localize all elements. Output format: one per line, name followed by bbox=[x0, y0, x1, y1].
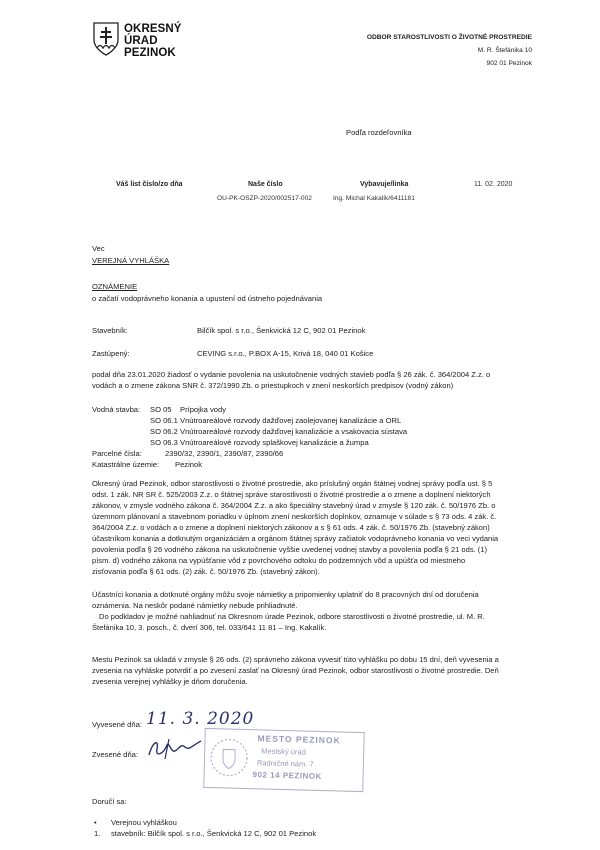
handled-by-label: Vybavuje/linka bbox=[360, 181, 409, 188]
cadastre-value: Pezinok bbox=[175, 460, 203, 469]
city-stamp bbox=[203, 728, 365, 792]
text-line: Účastníci konania a dotknuté orgány môžu svoje námietky a pripomienky uplatniť do 8 pracovných dní od doručenia bbox=[92, 590, 479, 599]
construction-item-name: Vnútroareálové rozvody dažďovej kanalizácie a vsakovacia sústava bbox=[180, 427, 408, 436]
text-line: Mestu Pezinok sa ukladá v zmysle § 26 ods. (2) správneho zákona vyvesiť túto vyhlášku po dobu 15 dní, deň vyvesenia a bbox=[92, 655, 499, 664]
subject-label: Vec bbox=[92, 244, 105, 253]
our-number-label: Naše číslo bbox=[248, 181, 283, 188]
your-letter-label: Váš list číslo/zo dňa bbox=[116, 181, 183, 188]
stamp-emblem-icon bbox=[208, 735, 249, 780]
delivery-item: stavebník: Bilčík spol. s r.o., Šenkvická 12 C, 902 01 Pezinok bbox=[111, 829, 317, 838]
text-line: Štefánika 10, 3. posch., č. dverí 306, tel. 033/641 11 81 – Ing. Kakalík. bbox=[92, 623, 327, 632]
letter-date: 11. 02. 2020 bbox=[474, 181, 513, 188]
construction-item-name: Vnútroareálové rozvody dažďovej zaolejovanej kanalizácie a ORL bbox=[180, 416, 402, 425]
stamp-line: MESTO PEZINOK bbox=[257, 733, 341, 746]
text-line: odst. 1 zák. NR SR č. 525/2003 Z.z. o štátnej správe starostlivosti o životné prostredie a o zmene a doplnení niektorých bbox=[92, 490, 491, 499]
department-name: ODBOR STAROSTLIVOSTI O ŽIVOTNÉ PROSTREDIE bbox=[366, 34, 532, 41]
text-line: účastníkom konania a dotknutým organizáciám a orgánom štátnej správy začiatok vodoprávneho konania vo veci vydania bbox=[92, 534, 499, 543]
text-line: podal dňa 23.01.2020 žiadosť o vydanie povolenia na uskutočnenie vodných stavieb podľa § 26 zák. č. 364/2004 Z.z. o bbox=[92, 370, 491, 379]
main-paragraph bbox=[92, 478, 542, 577]
text-line: vodách a o zmene zákona SNR č. 372/1990 Zb. o priestupkoch v znení neskorších predpisov (vodný zákon) bbox=[92, 381, 454, 390]
stamp-line: Radničné nám. 7 bbox=[256, 758, 314, 769]
cadastre-label: Katastrálne územie: bbox=[92, 460, 160, 469]
office-name-line1: OKRESNÝ bbox=[124, 23, 182, 35]
construction-item-code: SO 05 bbox=[150, 405, 172, 414]
address-street: M. R. Štefánika 10 bbox=[477, 47, 532, 54]
text-line: zákonov, v zmysle vodného zákona č. 364/2004 Z.z. a ako špeciálny stavebný úrad v zmysle § 120 zák. č. 50/1976 Zb. o bbox=[92, 501, 496, 510]
construction-item-code: SO 06.3 bbox=[150, 438, 178, 447]
stamp-line: Mestský úrad bbox=[261, 746, 306, 757]
builder-value: Bilčík spol. s r.o., Šenkvická 12 C, 902 01 Pezinok bbox=[197, 326, 366, 335]
representative-label: Zastúpený: bbox=[92, 349, 130, 358]
office-name-line3: PEZINOK bbox=[124, 47, 176, 59]
parcel-label: Parcelné čísla: bbox=[92, 449, 142, 458]
stamp-line: 902 14 PEZINOK bbox=[252, 770, 322, 781]
construction-item-name: Vnútroareálové rozvody splaškovej kanalizácie a žumpa bbox=[180, 438, 369, 447]
delivery-item: Verejnou vyhláškou bbox=[111, 818, 177, 827]
representative-value: CEVING s.r.o., P.BOX A-15, Krivá 18, 040 01 Košice bbox=[197, 349, 374, 358]
our-number-value: OU-PK-OSZP-2020/002517-002 bbox=[217, 195, 312, 202]
construction-item-code: SO 06.2 bbox=[150, 427, 178, 436]
address-city: 902 01 Pezinok bbox=[486, 60, 532, 67]
text-line: oznámenia. Na neskôr podané námietky nebude prihliadnuté. bbox=[92, 601, 298, 610]
removed-label: Zvesené dňa: bbox=[92, 750, 139, 759]
text-line: územnom plánovaní a stavebnom poriadku v úplnom znení neskorších doplnkov, oznamuje v súlade s § 73 ods. 4 zák. č. bbox=[92, 512, 497, 521]
text-line: 364/2004 Z.z. o vodách a o zmene a doplnení niektorých zákonov a s § 61 ods. 4 zák. č. 50/1976 Zb. (stavebný zákon) bbox=[92, 523, 490, 532]
office-logo bbox=[93, 22, 182, 72]
construction-item-name: Prípojka vody bbox=[180, 405, 227, 414]
construction-label: Vodná stavba: bbox=[92, 405, 141, 414]
office-name-line2: ÚRAD bbox=[124, 35, 158, 47]
objection-paragraph bbox=[92, 589, 542, 633]
parcel-value: 2390/32, 2390/1, 2390/87, 2390/66 bbox=[165, 449, 284, 458]
coat-of-arms-icon bbox=[93, 22, 119, 56]
delivery-marker: 1. bbox=[94, 829, 101, 838]
handled-by-value: Ing. Michal Kakalík/6411181 bbox=[333, 195, 415, 202]
signature-icon bbox=[145, 735, 205, 763]
text-line: Do podkladov je možné nahliadnuť na Okresnom úrade Pezinok, odbore starostlivosti o životné prostredie, ul. M. R. bbox=[99, 612, 485, 621]
text-line: zvesenia verejnej vyhlášky je dňom doručenia. bbox=[92, 677, 248, 686]
text-line: Okresný úrad Pezinok, odbor starostlivosti o životné prostredie, ako príslušný orgán štátnej vodnej správy podľa ust. § 5 bbox=[92, 479, 493, 488]
intro-paragraph bbox=[92, 369, 532, 391]
builder-label: Stavebník: bbox=[92, 326, 128, 335]
text-line: písm. d) vodného zákona na vypúšťanie vôd z povrchového odtoku do podzemných vôd a upúšťa od miestneho bbox=[92, 556, 466, 565]
text-line: povolenia podľa § 26 vodného zákona na uskutočnenie vyššie uvedenej vodnej stavby a povolenia podľa § 21 ods. (1) bbox=[92, 545, 488, 554]
text-line: zvesenia na vyhláske potvrdiť a po zvesení zaslať na Okresný úrad Pezinok, odbor starostlivosti o životné prostredie. Deň bbox=[92, 666, 499, 675]
text-line: zisťovania podľa § 61 ods. (2) zák. č. 50/1976 Zb. (stavebný zákon). bbox=[92, 567, 320, 576]
public-notice-title: VEREJNÁ VYHLÁŠKA bbox=[92, 256, 170, 265]
mesto-paragraph bbox=[92, 654, 542, 687]
posted-label: Vyvesené dňa: bbox=[92, 720, 142, 729]
notice-subtitle: o začatí vodoprávneho konania a upustení od ústneho pojednávania bbox=[92, 294, 323, 303]
construction-item-code: SO 06.1 bbox=[150, 416, 178, 425]
posted-date-handwritten: 11. 3. 2020 bbox=[146, 709, 255, 729]
delivery-label: Doručí sa: bbox=[92, 797, 127, 806]
notice-title: OZNÁMENIE bbox=[92, 282, 138, 291]
delivery-marker: • bbox=[94, 818, 97, 827]
recipient-line: Podľa rozdeľovníka bbox=[346, 128, 412, 137]
